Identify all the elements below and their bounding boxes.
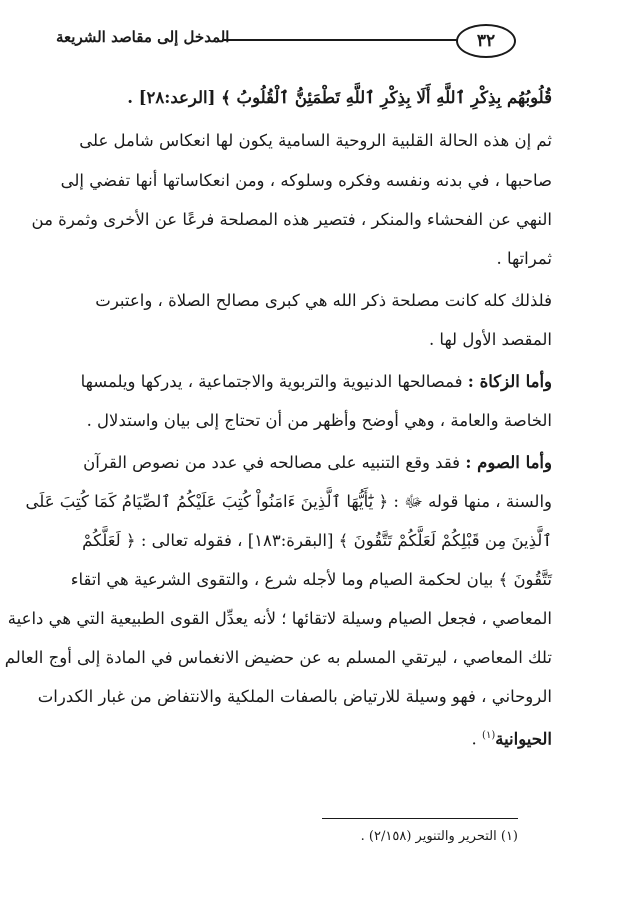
text-line: فلذلك كله كانت مصلحة ذكر الله هي كبرى مصالح الصلاة ، واعتبرت	[95, 291, 552, 310]
text-run: فمصالحها الدنيوية والتربوية والاجتماعية ، يدركها ويلمسها	[80, 372, 468, 391]
text-line: الروحاني ، فهو وسيلة للارتياض بالصفات الملكية والانتفاض من غبار الكدرات	[37, 687, 552, 706]
text-line: تَتَّقُونَ ﴾ بيان لحكمة الصيام وما لأجله شرع ، والتقوى الشرعية هي اتقاء	[70, 570, 552, 589]
footnote: (١) التحرير والتنوير (٢/١٥٨) .	[360, 829, 518, 844]
text-line: المقصد الأول لها .	[428, 330, 552, 349]
text-run: الحيوانية	[495, 729, 552, 749]
text-line: ثم إن هذه الحالة القلبية الروحية السامية يكون لها انعكاس شامل على	[79, 131, 552, 150]
text-run: .	[471, 729, 483, 749]
text-line: ثمراتها .	[496, 249, 552, 268]
text-line: تلك المعاصي ، ليرتقي المسلم به عن حضيض الانغماس في المادة إلى أوج العالم	[4, 648, 552, 667]
footnote-marker[interactable]: (١)	[482, 730, 496, 741]
page-header	[56, 20, 516, 60]
text-line: الخاصة والعامة ، وهي أوضح وأظهر من أن تحتاج إلى بيان واستدلال .	[86, 411, 552, 430]
text-run: فقد وقع التنبيه على مصالحه في عدد من نصوص القرآن	[83, 453, 466, 472]
text-line: صاحبها ، في بدنه ونفسه وفكره وسلوكه ، ومن انعكاساتها أنها تفضي إلى	[60, 171, 552, 190]
page-number: ٣٢	[456, 24, 516, 58]
header-rule	[222, 39, 458, 41]
section-heading-sawm: وأما الصوم :	[465, 453, 552, 472]
text-line	[83, 452, 552, 474]
quran-verse: قُلُوبُهُم بِذِكْرِ ٱللَّهِ أَلَا بِذِكْرِ ٱللَّهِ تَطْمَئِنُّ ٱلْقُلُوبُ ﴾ [الرعد:٢٨] .	[127, 88, 552, 107]
footnote-separator	[322, 818, 518, 819]
text-line	[122, 87, 552, 109]
text-line: النهي عن الفحشاء والمنكر ، فتصير هذه المصلحة فرعًا عن الأخرى وثمرة من	[31, 210, 552, 229]
text-line: والسنة ، منها قوله ﷻ : ﴿ يَٰٓأَيُّهَا ٱلَّذِينَ ءَامَنُواْ كُتِبَ عَلَيْكُمُ ٱلصِّيَامُ كَمَا كُتِبَ عَلَى	[25, 492, 552, 511]
text-line: ٱلَّذِينَ مِن قَبْلِكُمْ لَعَلَّكُمْ تَتَّقُونَ ﴾ [البقرة:١٨٣] ، فقوله تعالى : ﴿ لَعَلَّكُمْ	[82, 531, 552, 550]
text-line	[80, 371, 552, 393]
text-line: المعاصي ، فجعل الصيام وسيلة لاتقائها ؛ لأنه يعدِّل القوى الطبيعية التي هي داعية	[7, 609, 552, 628]
text-line	[122, 725, 552, 751]
running-title: المدخل إلى مقاصد الشريعة	[56, 28, 230, 46]
section-heading-zakat: وأما الزكاة :	[467, 372, 552, 391]
